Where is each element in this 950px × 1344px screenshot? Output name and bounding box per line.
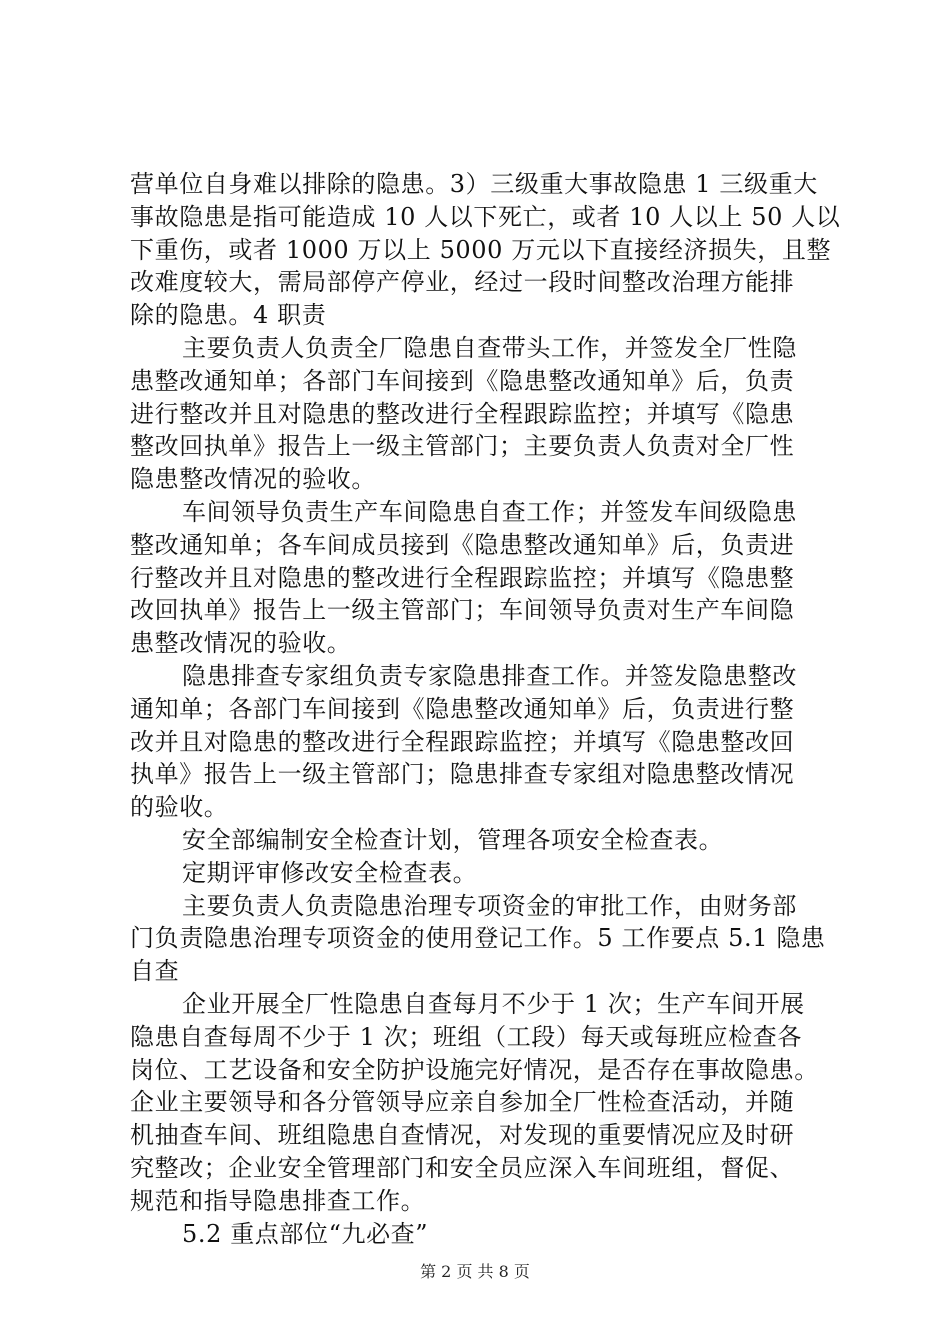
text-line: 隐患自查每周不少于 1 次；班组（工段）每天或每班应检查各 xyxy=(130,1022,802,1051)
paragraph-first-line: 隐患排查专家组负责专家隐患排查工作。并签发隐患整改 xyxy=(182,661,797,690)
text-line: 改并且对隐患的整改进行全程跟踪监控；并填写《隐患整改回 xyxy=(130,727,795,756)
text-line: 改回执单》报告上一级主管部门；车间领导负责对生产车间隐 xyxy=(130,596,795,625)
text-line: 行整改并且对隐患的整改进行全程跟踪监控；并填写《隐患整 xyxy=(130,563,795,592)
paragraph-first-line: 车间领导负责生产车间隐患自查工作；并签发车间级隐患 xyxy=(182,497,797,526)
paragraph-first-line: 主要负责人负责隐患治理专项资金的审批工作，由财务部 xyxy=(182,891,797,920)
text-line: 进行整改并且对隐患的整改进行全程跟踪监控；并填写《隐患 xyxy=(130,399,795,428)
text-line: 企业主要领导和各分管领导应亲自参加全厂性检查活动，并随 xyxy=(130,1088,795,1117)
text-line: 下重伤，或者 1000 万以上 5000 万元以下直接经济损失，且整 xyxy=(130,235,832,264)
text-line: 执单》报告上一级主管部门；隐患排查专家组对隐患整改情况 xyxy=(130,760,795,789)
paragraph-first-line: 企业开展全厂性隐患自查每月不少于 1 次；生产车间开展 xyxy=(182,989,805,1018)
paragraph-first-line: 定期评审修改安全检查表。 xyxy=(182,858,478,887)
text-line: 门负责隐患治理专项资金的使用登记工作。5 工作要点 5.1 隐患 xyxy=(130,924,826,953)
text-line: 事故隐患是指可能造成 10 人以下死亡，或者 10 人以上 50 人以 xyxy=(130,202,841,231)
section-heading: 5.2 重点部位“九必查” xyxy=(182,1219,429,1248)
page-footer xyxy=(0,1262,950,1282)
paragraph-first-line: 主要负责人负责全厂隐患自查带头工作，并签发全厂性隐 xyxy=(182,333,797,362)
text-line: 改难度较大，需局部停产停业，经过一段时间整改治理方能排 xyxy=(130,268,795,297)
text-line: 营单位自身难以排除的隐患。3）三级重大事故隐患 1 三级重大 xyxy=(130,170,818,198)
text-line: 除的隐患。4 职责 xyxy=(130,301,327,330)
text-line: 自查 xyxy=(130,957,180,986)
page-number-label: 第 2 页 共 8 页 xyxy=(420,1262,530,1281)
text-line: 整改通知单；各车间成员接到《隐患整改通知单》后，负责进 xyxy=(130,530,795,559)
text-line: 整改回执单》报告上一级主管部门；主要负责人负责对全厂性 xyxy=(130,432,795,461)
text-line: 隐患整改情况的验收。 xyxy=(130,465,376,494)
text-line: 的验收。 xyxy=(130,793,229,822)
paragraph-first-line: 安全部编制安全检查计划，管理各项安全检查表。 xyxy=(182,825,724,854)
text-line: 究整改；企业安全管理部门和安全员应深入车间班组，督促、 xyxy=(130,1153,795,1182)
text-line: 岗位、工艺设备和安全防护设施完好情况，是否存在事故隐患。 xyxy=(130,1055,819,1084)
text-line: 机抽查车间、班组隐患自查情况，对发现的重要情况应及时研 xyxy=(130,1121,795,1150)
text-line: 患整改情况的验收。 xyxy=(130,629,352,658)
text-line: 规范和指导隐患排查工作。 xyxy=(130,1186,426,1215)
text-line: 通知单；各部门车间接到《隐患整改通知单》后，负责进行整 xyxy=(130,694,795,723)
document-body xyxy=(130,168,841,1250)
text-line: 患整改通知单；各部门车间接到《隐患整改通知单》后，负责 xyxy=(130,366,795,395)
